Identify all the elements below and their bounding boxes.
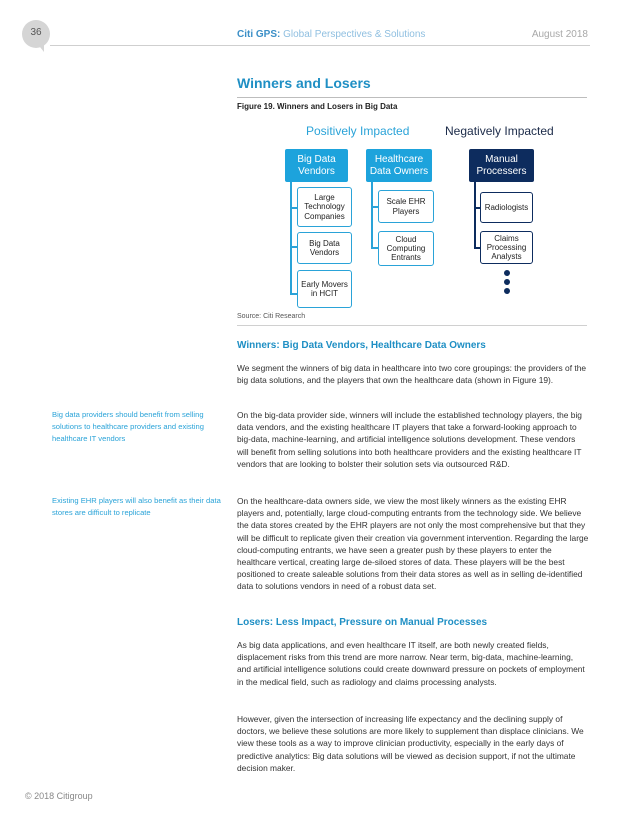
source-divider <box>237 325 587 326</box>
item-claims-processing-analysts: Claims Processing Analysts <box>480 231 533 264</box>
losers-paragraph-2: However, given the intersection of increasing life expectancy and the declining supply of doctors, we believe these solutions are more likely to supplement than displace clinicians. We view these tools as a way to improve clinician productivity, especially in the early days of predictive analytics: Big data solutions will be viewed as decision support, if not the ultimate decision maker. <box>237 714 584 773</box>
connector-line <box>290 182 292 294</box>
page-badge-tail <box>36 42 44 52</box>
connector-line <box>371 182 373 248</box>
item-cloud-computing-entrants: Cloud Computing Entrants <box>378 231 434 266</box>
brand-name: Citi GPS: <box>237 29 281 40</box>
page-number: 36 <box>30 27 42 38</box>
negative-impact-label: Negatively Impacted <box>445 124 554 138</box>
column-head-healthcare-data-owners: Healthcare Data Owners <box>366 149 432 182</box>
continuation-dot <box>504 270 510 276</box>
brand-tagline: Global Perspectives & Solutions <box>280 29 426 40</box>
item-scale-ehr-players: Scale EHR Players <box>378 190 434 223</box>
footer-copyright: © 2018 Citigroup <box>25 791 93 801</box>
margin-note-big-data-providers: Big data providers should benefit from selling solutions to healthcare providers and existing healthcare IT vendors <box>52 410 204 444</box>
item-large-technology-companies: Large Technology Companies <box>297 187 352 227</box>
losers-paragraph-1: As big data applications, and even healthcare IT itself, are both newly created fields, displacement risks from this trend are more narrow. Near term, big-data, machine-learning, and artificial intelligence solutions could create downward pressure on pockets of employment in the medical field, such as radiology and claims processing analysts. <box>237 640 585 687</box>
header-brand <box>237 29 425 40</box>
positive-impact-label: Positively Impacted <box>306 124 410 138</box>
column-head-manual-processers: Manual Processers <box>469 149 534 182</box>
item-early-movers-hcit: Early Movers in HCIT <box>297 270 352 308</box>
continuation-dot <box>504 288 510 294</box>
section-title: Winners and Losers <box>237 75 371 91</box>
figure-caption: Figure 19. Winners and Losers in Big Data <box>237 102 398 111</box>
item-big-data-vendors: Big Data Vendors <box>297 232 352 264</box>
column-head-big-data-vendors: Big Data Vendors <box>285 149 348 182</box>
header-divider <box>50 45 590 46</box>
winners-paragraph-1: We segment the winners of big data in healthcare into two core groupings: the providers of the big data solutions, and the players that own the healthcare data (shown in Figure 19). <box>237 363 587 386</box>
winners-heading: Winners: Big Data Vendors, Healthcare Data Owners <box>237 340 486 351</box>
header-date: August 2018 <box>531 29 588 40</box>
item-radiologists: Radiologists <box>480 192 533 223</box>
figure-source: Source: Citi Research <box>237 313 306 320</box>
winners-paragraph-2: On the big-data provider side, winners will include the established technology players, the big data vendors, and the existing healthcare IT players that take a forward-looking approach to big-data, machine-learning, and artificial intelligence solutions development. These vendors will benefit from selling solutions into both healthcare providers and the existing healthcare IT vendors that are looking to bolster their solution sets via outsourced R&D. <box>237 410 582 469</box>
connector-line <box>474 182 476 248</box>
continuation-dot <box>504 279 510 285</box>
margin-note-ehr-players: Existing EHR players will also benefit as their data stores are difficult to replicate <box>52 496 221 518</box>
title-divider <box>237 97 587 98</box>
losers-heading: Losers: Less Impact, Pressure on Manual Processes <box>237 617 488 628</box>
winners-paragraph-3: On the healthcare-data owners side, we view the most likely winners as the existing EHR players and, potentially, large cloud-computing entrants from the technology side. We believe the data stores created by the EHR players are not only the most comprehensive but that they will be difficult to replicate given their creation via government intervention. Regarding the large cloud-computing entrants, we have seen a greater push by these players to enter the healthcare vertical, creating large de-siloed stores of data. These players will be the best positioned to create saleable solutions from their data stores as well as in selling de-identified data to solutions vendors in need of a robust data set. <box>237 496 589 592</box>
